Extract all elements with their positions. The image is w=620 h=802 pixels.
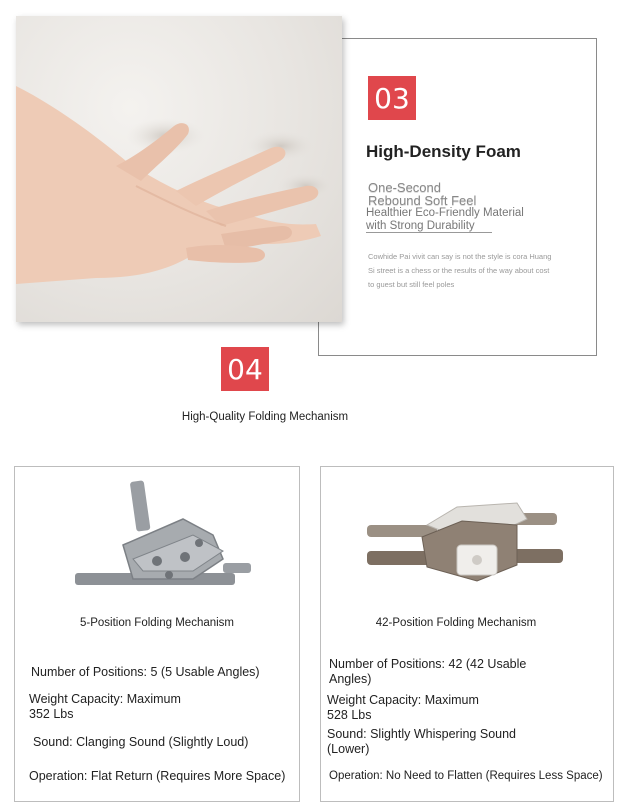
- subtitle-line: Rebound Soft Feel: [368, 193, 477, 208]
- section-number-badge: 03: [368, 76, 416, 120]
- spec-line: (Lower): [327, 742, 370, 756]
- spec-line: Weight Capacity: Maximum: [29, 692, 181, 706]
- hand-pressing-foam-illustration: [16, 16, 342, 322]
- subtitle-line: One-Second: [368, 180, 441, 195]
- paragraph-line: Cowhide Pai vivit can say is not the style is cora Huang: [368, 252, 552, 261]
- spec-line: Number of Positions: 42 (42 Usable: [329, 657, 527, 671]
- weight-spec: [29, 692, 181, 722]
- weight-spec: [327, 693, 479, 723]
- mechanism-card-42-position: [320, 466, 614, 802]
- mechanism-card-5-position: [14, 466, 300, 802]
- section-title: High-Quality Folding Mechanism: [181, 411, 349, 423]
- spec-line: Weight Capacity: Maximum: [327, 693, 479, 707]
- feature-subtitle: [368, 181, 476, 207]
- description-line: with Strong Durability: [366, 220, 475, 232]
- folding-hinge-5-position-image: [73, 475, 253, 595]
- description-line: Healthier Eco-Friendly Material: [366, 207, 524, 219]
- operation-spec: Operation: Flat Return (Requires More Space): [29, 769, 286, 783]
- spec-line: Angles): [329, 672, 372, 686]
- spec-line: Sound: Slightly Whispering Sound: [327, 727, 517, 741]
- spec-line: 352 Lbs: [29, 707, 74, 721]
- sound-spec: Sound: Clanging Sound (Slightly Loud): [33, 735, 249, 749]
- folding-hinge-42-position-image: [367, 485, 567, 595]
- positions-spec: Number of Positions: 5 (5 Usable Angles): [31, 665, 260, 679]
- section-number-badge: 04: [221, 347, 269, 391]
- foam-hand-photo: [16, 16, 342, 322]
- feature-paragraph: [368, 250, 568, 292]
- feature-description: [366, 207, 524, 233]
- spec-line: 528 Lbs: [327, 708, 372, 722]
- divider: [366, 232, 492, 233]
- mechanism-name: 5-Position Folding Mechanism: [79, 617, 235, 629]
- operation-spec: Operation: No Need to Flatten (Requires Less Space): [329, 770, 603, 782]
- paragraph-line: to guest but still feel poles: [368, 280, 455, 289]
- paragraph-line: Si street is a chess or the results of the way about cost: [368, 266, 550, 275]
- mechanism-name: 42-Position Folding Mechanism: [375, 617, 537, 629]
- positions-spec: [329, 657, 526, 687]
- sound-spec: [327, 727, 516, 757]
- section-title: High-Density Foam: [366, 142, 521, 161]
